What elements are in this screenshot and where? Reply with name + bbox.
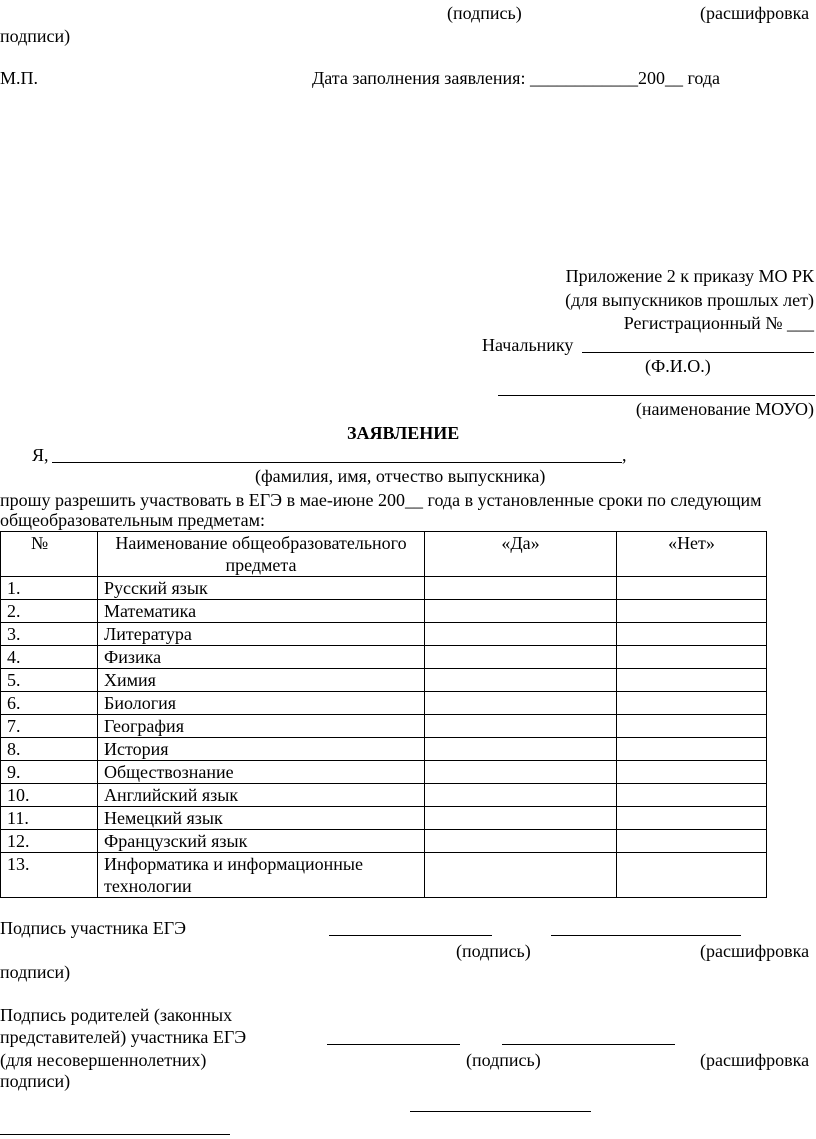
row-number: 6. [1,692,98,715]
row-number: 13. [1,853,98,898]
yes-cell[interactable] [425,600,617,623]
table-row [1,600,767,623]
no-cell[interactable] [617,646,767,669]
subject-name: Физика [98,646,425,669]
yes-cell[interactable] [425,623,617,646]
table-row [1,577,767,600]
yes-cell[interactable] [425,738,617,761]
table-header-row [1,532,767,577]
subject-name: Немецкий язык [98,807,425,830]
row-number: 9. [1,761,98,784]
no-cell[interactable] [617,669,767,692]
yes-cell[interactable] [425,646,617,669]
subject-name: География [98,715,425,738]
table-row [1,761,767,784]
parents-decode-hint-cont: подписи) [0,1071,71,1091]
no-cell[interactable] [617,738,767,761]
parents-label-line-1: Подпись родителей (законных [0,1005,233,1025]
table-row [1,738,767,761]
subject-name: Биология [98,692,425,715]
top-signature-hint: (подпись) [447,3,522,23]
participant-signature-line[interactable] [329,935,492,936]
parents-decode-line[interactable] [502,1044,675,1045]
extra-blank-line-bottom[interactable] [0,1134,230,1135]
request-text-line-1: прошу разрешить участвовать в ЕГЭ в мае-июне 200__ года в установленные сроки по следующим [0,490,762,510]
subject-name: Английский язык [98,784,425,807]
table-row [1,692,767,715]
fill-date-label: Дата заполнения заявления: ____________200__ года [312,68,721,88]
registration-number: Регистрационный № ___ [623,313,814,333]
no-cell[interactable] [617,692,767,715]
table-row [1,853,767,898]
subject-name: Литература [98,623,425,646]
applicant-name-line[interactable] [52,462,622,463]
parents-signature-hint: (подпись) [466,1050,541,1070]
no-cell[interactable] [617,807,767,830]
table-row [1,807,767,830]
no-cell[interactable] [617,715,767,738]
parents-decode-hint: (расшифровка [700,1050,810,1070]
org-hint: (наименование МОУО) [635,399,814,419]
table-row [1,715,767,738]
parents-signature-line[interactable] [327,1044,460,1045]
parents-label-line-2: представителей) участника ЕГЭ [0,1027,247,1047]
appendix-note: (для выпускников прошлых лет) [565,290,814,310]
row-number: 2. [1,600,98,623]
subject-name: Информатика и информационные технологии [98,853,425,898]
applicant-suffix: , [622,445,627,465]
yes-cell[interactable] [425,692,617,715]
table-row [1,623,767,646]
org-name-line[interactable] [498,395,815,396]
applicant-prefix: Я, [32,445,49,465]
no-cell[interactable] [617,784,767,807]
row-number: 1. [1,577,98,600]
top-decode-hint-cont: подписи) [0,26,71,46]
row-number: 5. [1,669,98,692]
yes-cell[interactable] [425,853,617,898]
chief-name-line[interactable] [582,352,814,353]
header-subject: Наименование общеобразовательного предмета [98,532,425,577]
subject-name: История [98,738,425,761]
row-number: 8. [1,738,98,761]
subject-name: Химия [98,669,425,692]
chief-label: Начальнику [482,335,574,355]
row-number: 12. [1,830,98,853]
request-text-line-2: общеобразовательным предметам: [0,510,265,530]
header-number: № [1,532,98,577]
table-row [1,784,767,807]
participant-decode-hint: (расшифровка [700,941,810,961]
no-cell[interactable] [617,853,767,898]
top-decode-hint: (расшифровка [700,3,810,23]
header-no: «Нет» [617,532,767,577]
table-row [1,669,767,692]
applicant-name-hint: (фамилия, имя, отчество выпускника) [255,466,546,486]
subject-name: Французский язык [98,830,425,853]
participant-decode-line[interactable] [551,935,741,936]
table-row [1,830,767,853]
header-yes: «Да» [425,532,617,577]
no-cell[interactable] [617,761,767,784]
yes-cell[interactable] [425,807,617,830]
table-row [1,646,767,669]
no-cell[interactable] [617,830,767,853]
no-cell[interactable] [617,623,767,646]
document-title: ЗАЯВЛЕНИЕ [347,423,460,443]
yes-cell[interactable] [425,669,617,692]
row-number: 3. [1,623,98,646]
subjects-table [0,531,767,898]
yes-cell[interactable] [425,784,617,807]
yes-cell[interactable] [425,577,617,600]
fio-hint: (Ф.И.О.) [645,356,711,376]
subject-name: Математика [98,600,425,623]
appendix-title: Приложение 2 к приказу МО РК [565,266,814,286]
subject-name: Русский язык [98,577,425,600]
no-cell[interactable] [617,577,767,600]
row-number: 10. [1,784,98,807]
extra-blank-line[interactable] [410,1111,591,1112]
row-number: 11. [1,807,98,830]
yes-cell[interactable] [425,761,617,784]
no-cell[interactable] [617,600,767,623]
participant-signature-label: Подпись участника ЕГЭ [0,918,187,938]
subject-name: Обществознание [98,761,425,784]
participant-decode-hint-cont: подписи) [0,962,71,982]
participant-signature-hint: (подпись) [456,941,531,961]
stamp-label: М.П. [0,68,39,88]
row-number: 4. [1,646,98,669]
yes-cell[interactable] [425,715,617,738]
yes-cell[interactable] [425,830,617,853]
row-number: 7. [1,715,98,738]
parents-label-line-3: (для несовершеннолетних) [0,1050,207,1070]
